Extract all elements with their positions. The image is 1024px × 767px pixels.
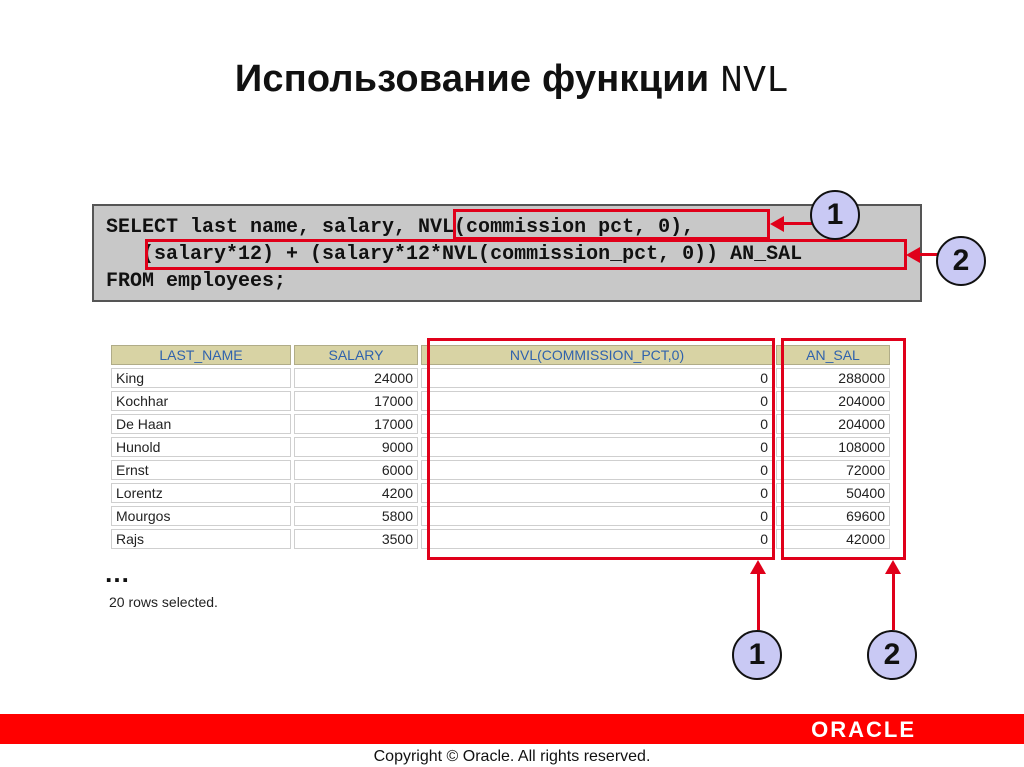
cell-nvl: 0 bbox=[421, 483, 773, 503]
cell-salary: 9000 bbox=[294, 437, 418, 457]
table-header-row bbox=[111, 345, 890, 365]
table-row bbox=[111, 506, 890, 526]
rows-selected-text: 20 rows selected. bbox=[109, 594, 218, 610]
sql-line-3: FROM employees; bbox=[106, 270, 287, 293]
cell-nvl: 0 bbox=[421, 391, 773, 411]
cell-salary: 5800 bbox=[294, 506, 418, 526]
slide-title-text: Использование функции bbox=[234, 58, 710, 100]
table-row bbox=[111, 529, 890, 549]
cell-salary: 17000 bbox=[294, 414, 418, 434]
sql-line-1: SELECT last name, salary, NVL(commission pct, 0), bbox=[106, 216, 695, 239]
table-row bbox=[111, 368, 890, 388]
continuation-ellipsis: … bbox=[104, 558, 130, 588]
table-row bbox=[111, 391, 890, 411]
cell-last-name: Hunold bbox=[111, 437, 291, 457]
cell-last-name: Kochhar bbox=[111, 391, 291, 411]
cell-salary: 3500 bbox=[294, 529, 418, 549]
header-an-sal: AN_SAL bbox=[776, 345, 890, 365]
sql-line-2: (salary*12) + (salary*12*NVL(commission_pct, 0)) AN_SAL bbox=[106, 243, 803, 266]
cell-nvl: 0 bbox=[421, 506, 773, 526]
table-row bbox=[111, 437, 890, 457]
table-row bbox=[111, 460, 890, 480]
table-row bbox=[111, 414, 890, 434]
cell-nvl: 0 bbox=[421, 368, 773, 388]
slide-title-code: NVL bbox=[720, 60, 790, 103]
footer-bar bbox=[0, 714, 1024, 744]
cell-an-sal: 42000 bbox=[776, 529, 890, 549]
cell-an-sal: 69600 bbox=[776, 506, 890, 526]
cell-an-sal: 288000 bbox=[776, 368, 890, 388]
cell-nvl: 0 bbox=[421, 529, 773, 549]
cell-an-sal: 204000 bbox=[776, 391, 890, 411]
header-last-name: LAST_NAME bbox=[111, 345, 291, 365]
cell-last-name: Ernst bbox=[111, 460, 291, 480]
cell-last-name: Rajs bbox=[111, 529, 291, 549]
cell-salary: 4200 bbox=[294, 483, 418, 503]
callout-2-top: 2 bbox=[936, 236, 986, 286]
header-salary: SALARY bbox=[294, 345, 418, 365]
cell-salary: 24000 bbox=[294, 368, 418, 388]
callout-2-arrow-head bbox=[906, 247, 920, 263]
cell-last-name: Lorentz bbox=[111, 483, 291, 503]
cell-last-name: Mourgos bbox=[111, 506, 291, 526]
slide-title bbox=[0, 58, 1024, 103]
cell-salary: 17000 bbox=[294, 391, 418, 411]
callout-1-arrow-head bbox=[770, 216, 784, 232]
cell-last-name: De Haan bbox=[111, 414, 291, 434]
cell-salary: 6000 bbox=[294, 460, 418, 480]
results-table bbox=[108, 342, 893, 552]
callout-2-bottom-arrow-line bbox=[892, 572, 895, 630]
cell-last-name: King bbox=[111, 368, 291, 388]
cell-an-sal: 204000 bbox=[776, 414, 890, 434]
callout-2-bottom: 2 bbox=[867, 630, 917, 680]
callout-1-top: 1 bbox=[810, 190, 860, 240]
header-nvl: NVL(COMMISSION_PCT,0) bbox=[421, 345, 773, 365]
callout-1-bottom: 1 bbox=[732, 630, 782, 680]
callout-2-arrow-line bbox=[918, 253, 938, 256]
cell-nvl: 0 bbox=[421, 460, 773, 480]
cell-nvl: 0 bbox=[421, 437, 773, 457]
copyright-text: Copyright © Oracle. All rights reserved. bbox=[373, 748, 651, 765]
cell-an-sal: 108000 bbox=[776, 437, 890, 457]
callout-1-bottom-arrow-line bbox=[757, 572, 760, 630]
cell-nvl: 0 bbox=[421, 414, 773, 434]
callout-1-arrow-line bbox=[782, 222, 812, 225]
table-row bbox=[111, 483, 890, 503]
cell-an-sal: 50400 bbox=[776, 483, 890, 503]
sql-code-box bbox=[92, 204, 922, 302]
oracle-logo: ORACLE bbox=[811, 717, 916, 742]
cell-an-sal: 72000 bbox=[776, 460, 890, 480]
